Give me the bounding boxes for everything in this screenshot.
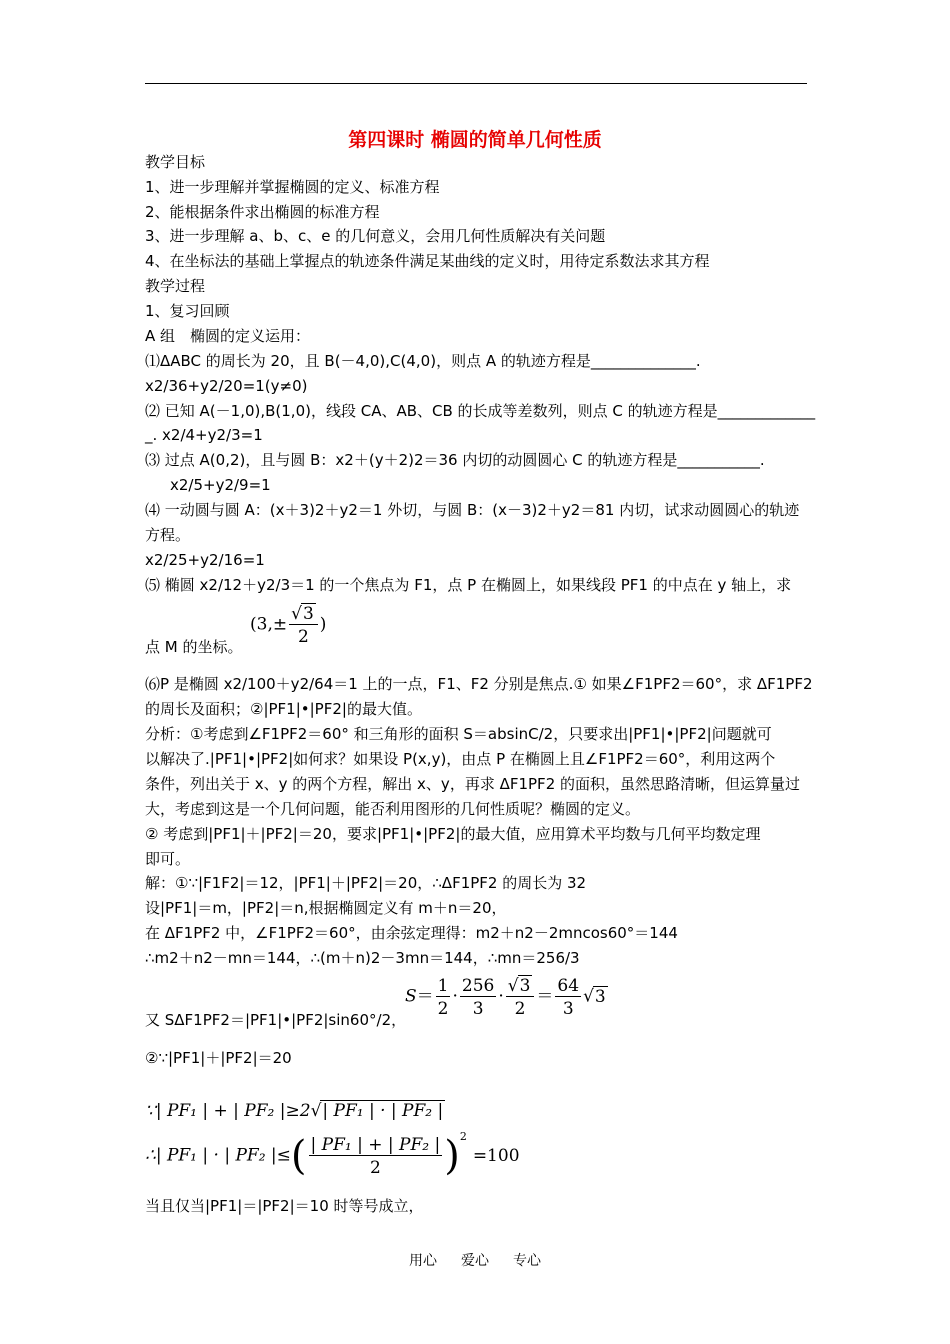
answer-3: x2/5+y2/9=1 — [170, 476, 271, 494]
analysis-line-4: 大，考虑到这是一个几何问题，能否利用图形的几何性质呢？椭圆的定义。 — [145, 800, 641, 818]
solution-line-4: ∴m2＋n2－mn＝144，∴(m＋n)2－3mn＝144，∴mn＝256/3 — [145, 949, 580, 967]
answer-4: x2/25+y2/16=1 — [145, 551, 265, 569]
answer-2: _. x2/4+y2/3=1 — [145, 426, 263, 444]
area-formula: S＝ $\frac{1}{2}$ · $\frac{256}{3}$ · $\frac{√3}{2}$ ＝ $\frac{64}{3}$ √3 — [405, 975, 606, 1019]
group-a-heading: A 组 椭圆的定义运用： — [145, 327, 311, 345]
page-title: 第四课时 椭圆的简单几何性质 — [348, 129, 602, 151]
coordinate-formula: (3,± $\frac{√3}{2}$ ) — [250, 604, 327, 647]
analysis-line-3: 条件，列出关于 x、y 的两个方程，解出 x、y，再求 ΔF1PF2 的面积，虽然思路清晰，但运算量过 — [145, 775, 801, 793]
solution-line-2: 设|PF1|＝m，|PF2|＝n,根据椭圆定义有 m＋n＝20， — [145, 899, 507, 917]
solution-line-1: 解：①∵|F1F2|＝12，|PF1|＋|PF2|＝20，∴ΔF1PF2 的周长为 32 — [145, 874, 587, 892]
problem-5-cont: 点 M 的坐标。 — [145, 638, 243, 656]
problem-1: ⑴ΔABC 的周长为 20，且 B(－4,0),C(4,0)，则点 A 的轨迹方程是______________. — [145, 352, 701, 370]
goal-item-3: 3、进一步理解 a、b、c、e 的几何意义，会用几何性质解决有关问题 — [145, 227, 606, 245]
goal-item-1: 1、进一步理解并掌握椭圆的定义、标准方程 — [145, 178, 440, 196]
problem-4-cont: 方程。 — [145, 526, 191, 544]
problem-2: ⑵ 已知 A(－1,0),B(1,0)，线段 CA、AB、CB 的长成等差数列，则点 C 的轨迹方程是_____________ — [145, 402, 816, 420]
page-footer: 用心 爱心 专心 — [409, 1253, 541, 1269]
analysis-line-2: 以解决了.|PF1|•|PF2|如何求？如果设 P(x,y)，由点 P 在椭圆上且∠F1PF2＝60°，利用这两个 — [145, 750, 776, 768]
solution-line-3: 在 ΔF1PF2 中，∠F1PF2＝60°，由余弦定理得：m2＋n2－2mncos60°＝144 — [145, 924, 678, 942]
goal-item-2: 2、能根据条件求出椭圆的标准方程 — [145, 203, 380, 221]
section-heading-process: 教学过程 — [145, 277, 206, 295]
analysis-line-5: ② 考虑到|PF1|＋|PF2|＝20，要求|PF1|•|PF2|的最大值，应用算术平均数与几何平均数定理 — [145, 825, 761, 843]
problem-6: ⑹P 是椭圆 x2/100＋y2/64＝1 上的一点，F1、F2 分别是焦点.① 如果∠F1PF2＝60°，求 ΔF1PF2 — [145, 675, 813, 693]
analysis-line-6: 即可。 — [145, 850, 191, 868]
header-rule — [145, 83, 807, 84]
problem-3: ⑶ 过点 A(0,2)，且与圆 B：x2＋(y＋2)2＝36 内切的动圆圆心 C 的轨迹方程是___________. — [145, 451, 765, 469]
problem-6-cont: 的周长及面积；②|PF1|•|PF2|的最大值。 — [145, 700, 422, 718]
problem-4: ⑷ 一动圆与圆 A：(x＋3)2＋y2＝1 外切，与圆 B：(x－3)2＋y2＝81 内切，试求动圆圆心的轨迹 — [145, 501, 800, 519]
solution-line-5: 又 SΔF1PF2＝|PF1|•|PF2|sin60°/2， — [145, 1011, 407, 1029]
problem-5: ⑸ 椭圆 x2/12＋y2/3＝1 的一个焦点为 F1，点 P 在椭圆上，如果线段 PF1 的中点在 y 轴上，求 — [145, 576, 792, 594]
inequality-1: ∵| PF₁ | + | PF₂ |≥2√| PF₁ | · | PF₂ | — [145, 1101, 444, 1121]
inequality-2: ∴| PF₁ | · | PF₂ |≤( $\frac{\text{| PF₁ | + | PF₂ |}}{2}$ )$^2$=100 — [145, 1129, 520, 1179]
subsection-review: 1、复习回顾 — [145, 302, 230, 320]
section-heading-goals: 教学目标 — [145, 153, 206, 171]
goal-item-4: 4、在坐标法的基础上掌握点的轨迹条件满足某曲线的定义时，用待定系数法求其方程 — [145, 252, 710, 270]
analysis-line-1: 分析：①考虑到∠F1PF2＝60° 和三角形的面积 S＝absinC/2，只要求出|PF1|•|PF2|问题就可 — [145, 725, 772, 743]
answer-1: x2/36+y2/20=1(y≠0) — [145, 377, 308, 395]
solution-line-7: 当且仅当|PF1|＝|PF2|＝10 时等号成立， — [145, 1197, 424, 1215]
solution-line-6: ②∵|PF1|＋|PF2|＝20 — [145, 1049, 292, 1067]
